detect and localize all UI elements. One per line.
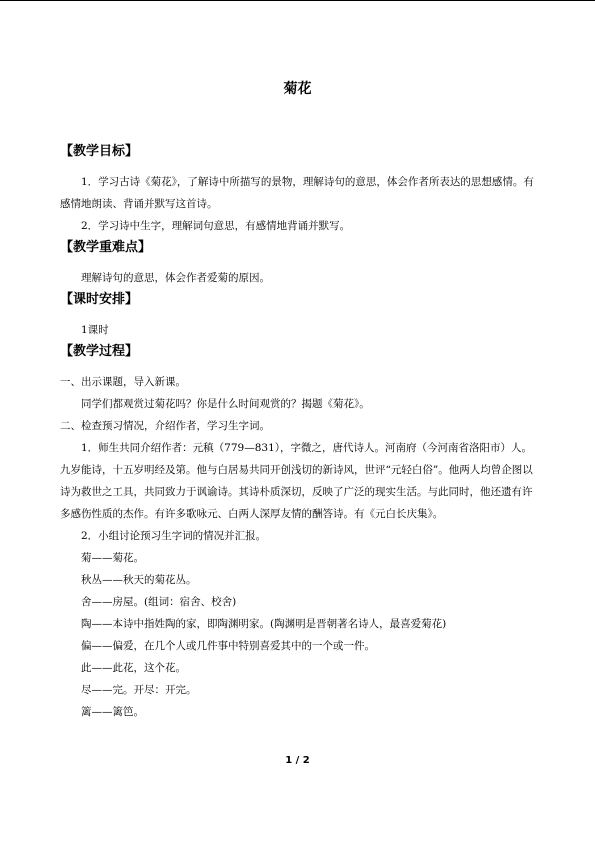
- vocab-item: 尽——完。开尽：开完。: [81, 684, 197, 696]
- vocab-item: 秋丛——秋天的菊花丛。: [81, 574, 197, 586]
- page-number: 1 / 2: [285, 755, 310, 766]
- section-heading-process: 【教学过程】: [60, 344, 139, 359]
- schedule-paragraph: 1课时: [81, 324, 109, 336]
- goal-paragraph-2: 2．学习诗中生字，理解词句意思，有感情地背诵并默写。: [81, 220, 351, 232]
- vocab-item: 此——此花，这个花。: [81, 662, 186, 674]
- author-paragraph: 1．师生共同介绍作者：元稹（779—831），字微之，唐代诗人。河南府（今河南省洛阳市）人。九岁能诗，十五岁明经及第。他与白居易共同开创浅切的新诗风，世评“元轻白俗”。他两人均曾企图以诗为救世之工具，共同致力于讽谕诗。其诗朴质深切，反映了广泛的现实生活。与此同时，他还遗有许多感伤性质的杰作。有许多歌咏元、白两人深厚友情的酬答诗。有《元白长庆集》。: [60, 442, 533, 520]
- process-step-2: 二、检查预习情况，介绍作者，学习生字词。: [60, 420, 270, 432]
- process-step-1-text: 同学们都观赏过菊花吗？你是什么时间观赏的？揭题《菊花》。: [81, 398, 370, 410]
- vocab-item: 陶——本诗中指姓陶的家，即陶渊明家。(陶渊明是晋朝著名诗人，最喜爱菊花): [81, 618, 447, 630]
- vocab-item: 菊——菊花。: [81, 552, 144, 564]
- section-heading-schedule: 【课时安排】: [60, 292, 139, 307]
- vocab-item: 偏——偏爱，在几个人或几件事中特别喜爱其中的一个或一件。: [81, 640, 375, 652]
- process-step-1: 一、出示课题，导入新课。: [60, 376, 186, 388]
- vocab-intro: 2．小组讨论预习生字词的情况并汇报。: [81, 530, 267, 542]
- vocab-item: 舍——房屋。(组词：宿舍、校舍): [81, 596, 237, 608]
- vocab-item: 篱——篱笆。: [81, 706, 144, 718]
- document-body: [60, 141, 540, 723]
- section-heading-key-points: 【教学重难点】: [60, 240, 152, 255]
- section-heading-goals: 【教学目标】: [60, 144, 139, 159]
- document-title: 菊花: [283, 81, 312, 97]
- goal-paragraph-1: 1．学习古诗《菊花》，了解诗中所描写的景物，理解诗句的意思，体会作者所表达的思想感情。有感情地朗读、背诵并默写这首诗。: [60, 176, 534, 210]
- key-points-paragraph: 理解诗句的意思，体会作者爱菊的原因。: [81, 272, 270, 284]
